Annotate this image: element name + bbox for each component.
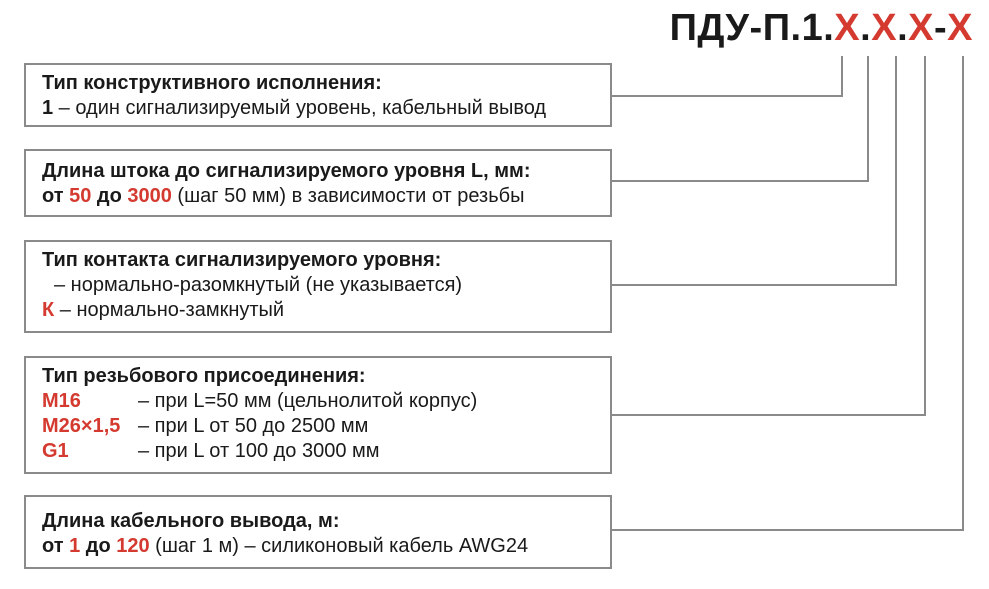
thread-desc: – при L от 50 до 2500 мм <box>138 415 369 437</box>
box-contact <box>24 240 612 333</box>
box-cable <box>24 495 612 569</box>
thread-row <box>42 389 594 414</box>
connector-rod-length <box>612 56 868 181</box>
cable-max: 120 <box>116 535 150 557</box>
thread-desc: – при L=50 мм (цельнолитой корпус) <box>138 390 478 412</box>
connector-construction <box>612 56 842 96</box>
cable-line <box>42 534 594 559</box>
contact-row-2 <box>42 298 594 323</box>
thread-code: M16 <box>42 390 81 412</box>
thread-row <box>42 439 594 464</box>
thread-code: G1 <box>42 440 69 462</box>
thread-desc: – при L от 100 до 3000 мм <box>138 440 380 462</box>
cable-title: Длина кабельного вывода, м: <box>42 510 340 532</box>
code-x-contact: X <box>871 7 898 49</box>
code-x-cable: X <box>947 7 973 49</box>
rod-length-to: до <box>91 185 128 207</box>
box-construction <box>24 63 612 127</box>
cable-from: от <box>42 535 70 557</box>
rod-length-line <box>42 184 594 209</box>
contact-title: Тип контакта сигнализируемого уровня: <box>42 249 442 271</box>
code-sep-1: . <box>823 7 835 49</box>
code-sep-2: . <box>860 7 872 49</box>
rod-length-min: 50 <box>69 185 92 207</box>
construction-value: 1 <box>42 97 54 119</box>
box-thread <box>24 356 612 474</box>
cable-to: до <box>80 535 117 557</box>
connector-cable <box>612 56 963 530</box>
code-sep-3: . <box>897 7 909 49</box>
contact-line-2: – нормально-замкнутый <box>54 299 285 321</box>
contact-row-1 <box>42 273 594 298</box>
product-code <box>670 6 973 50</box>
construction-desc: – один сигнализируемый уровень, кабельный вывод <box>53 97 547 119</box>
rod-length-max: 3000 <box>127 185 172 207</box>
thread-row <box>42 414 594 439</box>
code-prefix: ПДУ-П.1 <box>669 7 824 49</box>
thread-code: M26×1,5 <box>42 415 121 437</box>
connector-thread <box>612 56 925 415</box>
box-rod-length <box>24 149 612 217</box>
cable-min: 1 <box>69 535 81 557</box>
cable-desc: (шаг 1 м) – силиконовый кабель AWG24 <box>149 535 529 557</box>
contact-line-1: – нормально-разомкнутый (не указывается) <box>54 274 463 296</box>
construction-line <box>42 96 594 121</box>
contact-code-2: К <box>42 299 55 321</box>
thread-title: Тип резьбового присоединения: <box>42 365 366 387</box>
code-x-thread: X <box>908 7 934 49</box>
code-x-rod-length: X <box>834 7 861 49</box>
code-sep-4: - <box>933 7 948 49</box>
construction-title: Тип конструктивного исполнения: <box>42 72 382 94</box>
rod-length-desc: (шаг 50 мм) в зависимости от резьбы <box>171 185 525 207</box>
rod-length-title: Длина штока до сигнализируемого уровня L, мм: <box>42 160 531 182</box>
rod-length-from: от <box>42 185 70 207</box>
connector-contact <box>612 56 896 285</box>
